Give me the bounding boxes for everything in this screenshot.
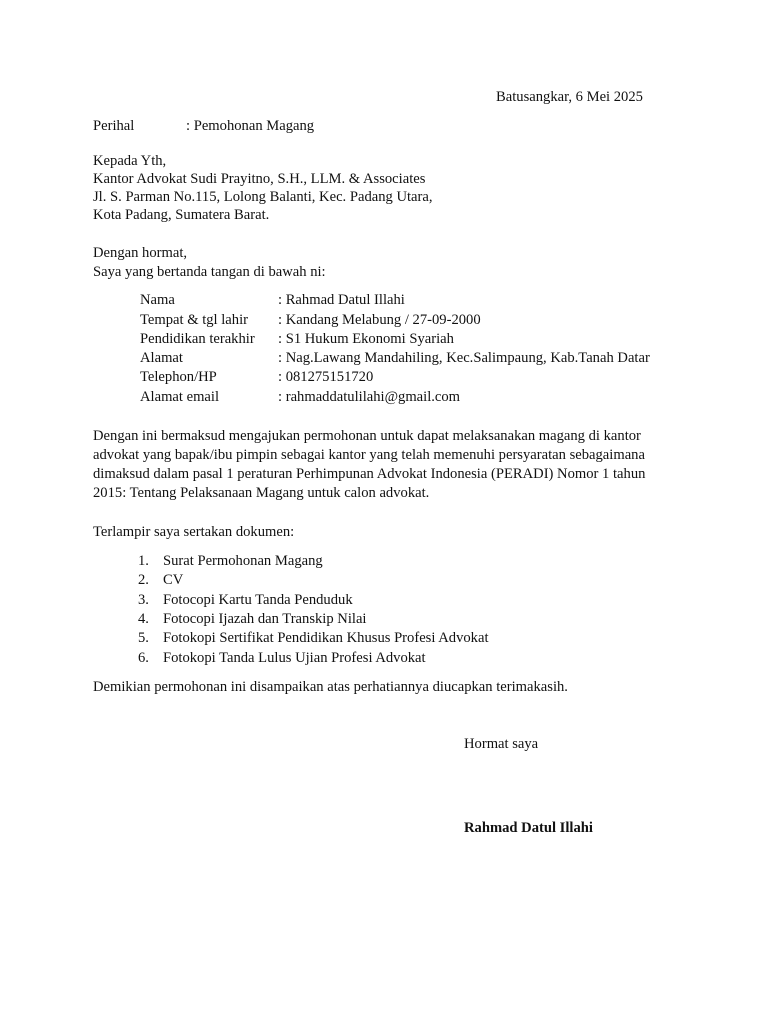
identity-label: Alamat bbox=[140, 350, 183, 366]
attachment-number: 2. bbox=[138, 572, 149, 588]
subject-value: : Pemohonan Magang bbox=[186, 118, 315, 134]
attachment-number: 1. bbox=[138, 553, 149, 569]
body-line: dimaksud dalam pasal 1 peraturan Perhimpunan Advokat Indonesia (PERADI) Nomor 1 tahun bbox=[93, 466, 646, 482]
attachment-item: Surat Permohonan Magang bbox=[163, 553, 323, 569]
subject-label: Perihal bbox=[93, 118, 135, 134]
identity-value: : Kandang Melabung / 27-09-2000 bbox=[278, 312, 481, 328]
signer-name: Rahmad Datul Illahi bbox=[464, 820, 593, 836]
intro-text: Saya yang bertanda tangan di bawah ni: bbox=[93, 264, 326, 280]
identity-label: Telephon/HP bbox=[140, 369, 217, 385]
identity-value: : rahmaddatulilahi@gmail.com bbox=[278, 389, 461, 405]
attachment-item: CV bbox=[163, 572, 184, 588]
body-line: Dengan ini bermaksud mengajukan permohonan untuk dapat melaksanakan magang di kantor bbox=[93, 428, 641, 444]
place-date: Batusangkar, 6 Mei 2025 bbox=[496, 89, 643, 105]
recipient-line: Jl. S. Parman No.115, Lolong Balanti, Kec. Padang Utara, bbox=[93, 189, 433, 205]
attachment-number: 5. bbox=[138, 630, 149, 646]
attachment-number: 3. bbox=[138, 592, 149, 608]
identity-value: : Nag.Lawang Mandahiling, Kec.Salimpaung, Kab.Tanah Datar bbox=[278, 350, 650, 366]
identity-value: : 081275151720 bbox=[278, 369, 374, 385]
identity-label: Tempat & tgl lahir bbox=[140, 312, 248, 328]
attachment-item: Fotokopi Sertifikat Pendidikan Khusus Profesi Advokat bbox=[163, 630, 489, 646]
regards-text: Hormat saya bbox=[464, 736, 539, 752]
identity-label: Pendidikan terakhir bbox=[140, 331, 255, 347]
recipient-line: Kota Padang, Sumatera Barat. bbox=[93, 207, 270, 223]
attachment-item: Fotokopi Tanda Lulus Ujian Profesi Advokat bbox=[163, 650, 426, 666]
closing-text: Demikian permohonan ini disampaikan atas perhatiannya diucapkan terimakasih. bbox=[93, 679, 568, 695]
recipient-line: Kepada Yth, bbox=[93, 153, 167, 169]
attachment-item: Fotocopi Ijazah dan Transkip Nilai bbox=[163, 611, 367, 627]
attachment-number: 4. bbox=[138, 611, 149, 627]
attachment-intro: Terlampir saya sertakan dokumen: bbox=[93, 524, 295, 540]
attachment-number: 6. bbox=[138, 650, 149, 666]
identity-label: Nama bbox=[140, 292, 175, 308]
identity-value: : Rahmad Datul Illahi bbox=[278, 292, 405, 308]
body-line: advokat yang bapak/ibu pimpin sebagai kantor yang telah memenuhi persyaratan sebagaimana bbox=[93, 447, 645, 463]
attachment-item: Fotocopi Kartu Tanda Penduduk bbox=[163, 592, 353, 608]
recipient-line: Kantor Advokat Sudi Prayitno, S.H., LLM. & Associates bbox=[93, 171, 426, 187]
identity-label: Alamat email bbox=[140, 389, 220, 405]
body-line: 2015: Tentang Pelaksanaan Magang untuk calon advokat. bbox=[93, 485, 430, 501]
identity-value: : S1 Hukum Ekonomi Syariah bbox=[278, 331, 454, 347]
greeting: Dengan hormat, bbox=[93, 245, 188, 261]
